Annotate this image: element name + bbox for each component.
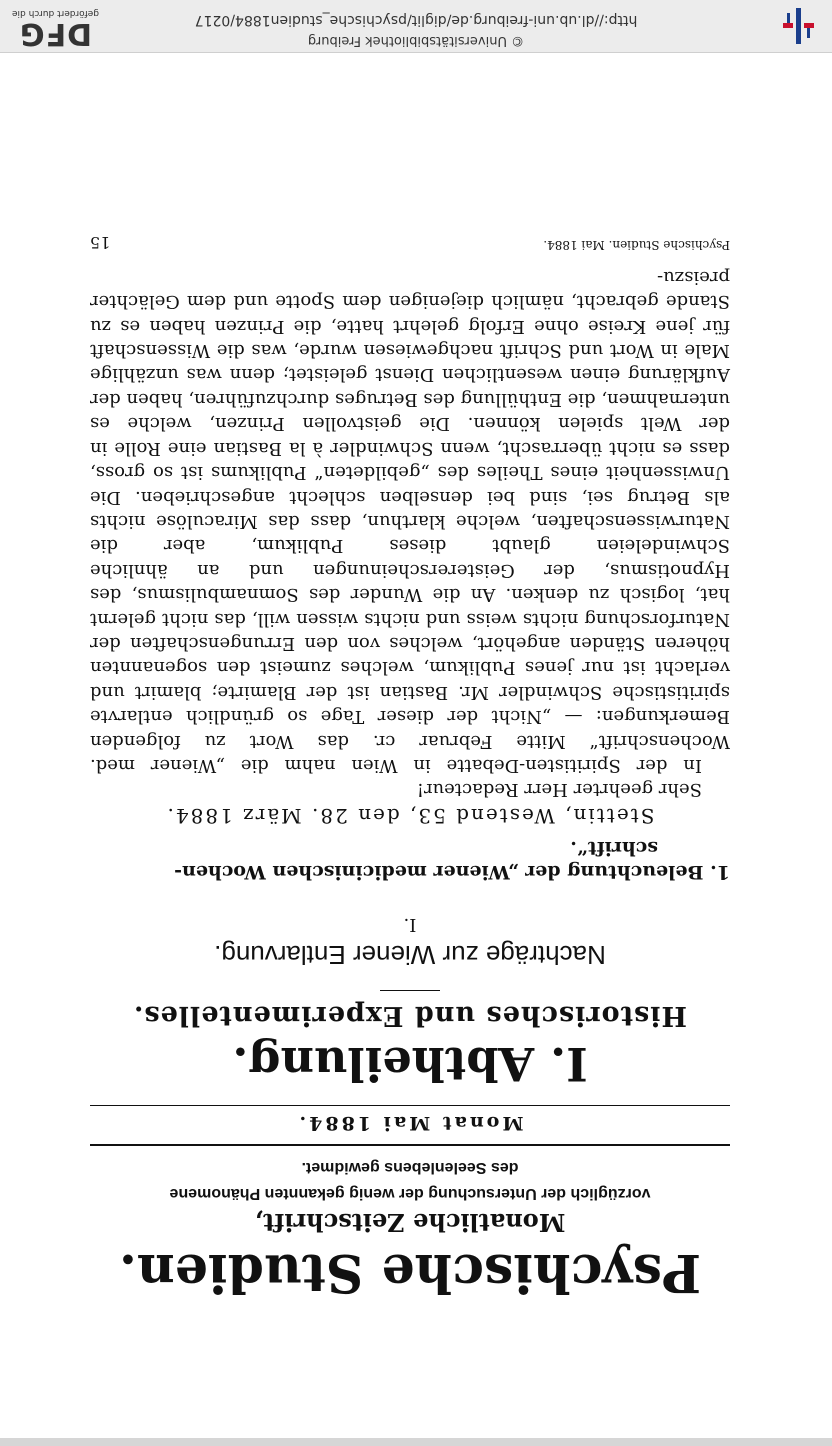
page-number: 15	[90, 233, 111, 253]
footer-signature: Psychische Studien. Mai 1884.	[543, 238, 730, 253]
salutation: Sehr geehrter Herr Redacteur!	[416, 779, 702, 800]
university-library-logo[interactable]	[778, 6, 818, 46]
dfg-logo-text: DFG	[18, 16, 93, 51]
viewer-scrollbar[interactable]	[0, 1438, 832, 1446]
header-rule-top	[90, 1144, 730, 1146]
subheading-line-2: schrift“.	[570, 837, 658, 859]
library-credit: © Universitätsbibliothek Freiburg	[307, 33, 525, 48]
section-subtitle: Historisches und Experimentelles.	[132, 1000, 688, 1031]
article-number: I.	[403, 914, 417, 935]
document-url[interactable]: http://dl.ub.uni-freiburg.de/diglit/psychische_studien1884/0217	[194, 12, 638, 28]
issue-month: Monat Mai 1884.	[296, 1112, 524, 1134]
header-rule-bottom	[90, 1105, 730, 1106]
page-footer	[90, 233, 730, 252]
scanned-page	[60, 100, 760, 1303]
subheading-line-1: 1. Beleuchtung der „Wiener medicinischen Wochen-	[174, 861, 730, 883]
journal-subtitle: Monatliche Zeitschrift,	[254, 1208, 566, 1237]
journal-description-2: des Seelenlebens gewidmet.	[301, 1159, 519, 1176]
article-title: Nachträge zur Wiener Entlarvung.	[214, 940, 606, 970]
section-title: I. Abtheilung.	[232, 1037, 588, 1091]
section-divider	[380, 990, 440, 991]
body-paragraph: In der Spiritisten-Debatte in Wien nahm die „Wiener med. Wochenschrift“ Mitte Februar cr. das Wort zu folgenden Bemerkungen: — „Nicht der dieser Tage so gründlich entlarvte spiritistische Schwindler Mr. Bastian ist der Blamirte; blamirt und verlacht ist nur jenes Publikum, welches zumeist den sogenannten höheren Ständen angehört, welches von den Errungenschaften der Naturforschung nichts weiss und nichts wissen will, das nicht gelernt hat, logisch zu denken. An die Wunder des Somnambulismus, des Hypnotismus, der Geistererscheinungen und an ähnliche Schwindeleien glaubt dieses Publikum, aber die Naturwissenschaften, welche klarthun, dass das Miraculöse nichts als Betrug sei, sind bei denselben schlecht angeschrieben. Die Unwissenheit eines Theiles des „gebildeten“ Publikums ist so gross, dass es nicht überrascht, wenn Schwindler à la Bastian eine Rolle in der Welt spielen können. Die geistvollen Prinzen, welche es unternahmen, die Enthüllung des Betruges durchzuführen, haben der Aufklärung einen wesentlichen Dienst geleistet; denn was unzählige Male in Wort und Schrift nachgewiesen wurde, was die Wissenschaft für jene Kreise ohne Erfolg gelehrt hatte, die Prinzen haben es zu Stande gebracht, nämlich diejenigen dem Spotte und dem Gelächter preiszu-	[90, 266, 730, 776]
place-date: Stettin, Westend 53, den 28. März 1884.	[165, 804, 655, 828]
library-banner	[0, 0, 832, 53]
banner-rotated	[0, 0, 832, 52]
dfg-logo-tag: gefördert durch die	[12, 8, 99, 18]
journal-description-1: vorzüglich der Untersuchung der wenig gekannten Phänomene	[169, 1185, 651, 1202]
journal-title: Psychische Studien.	[118, 1242, 702, 1303]
